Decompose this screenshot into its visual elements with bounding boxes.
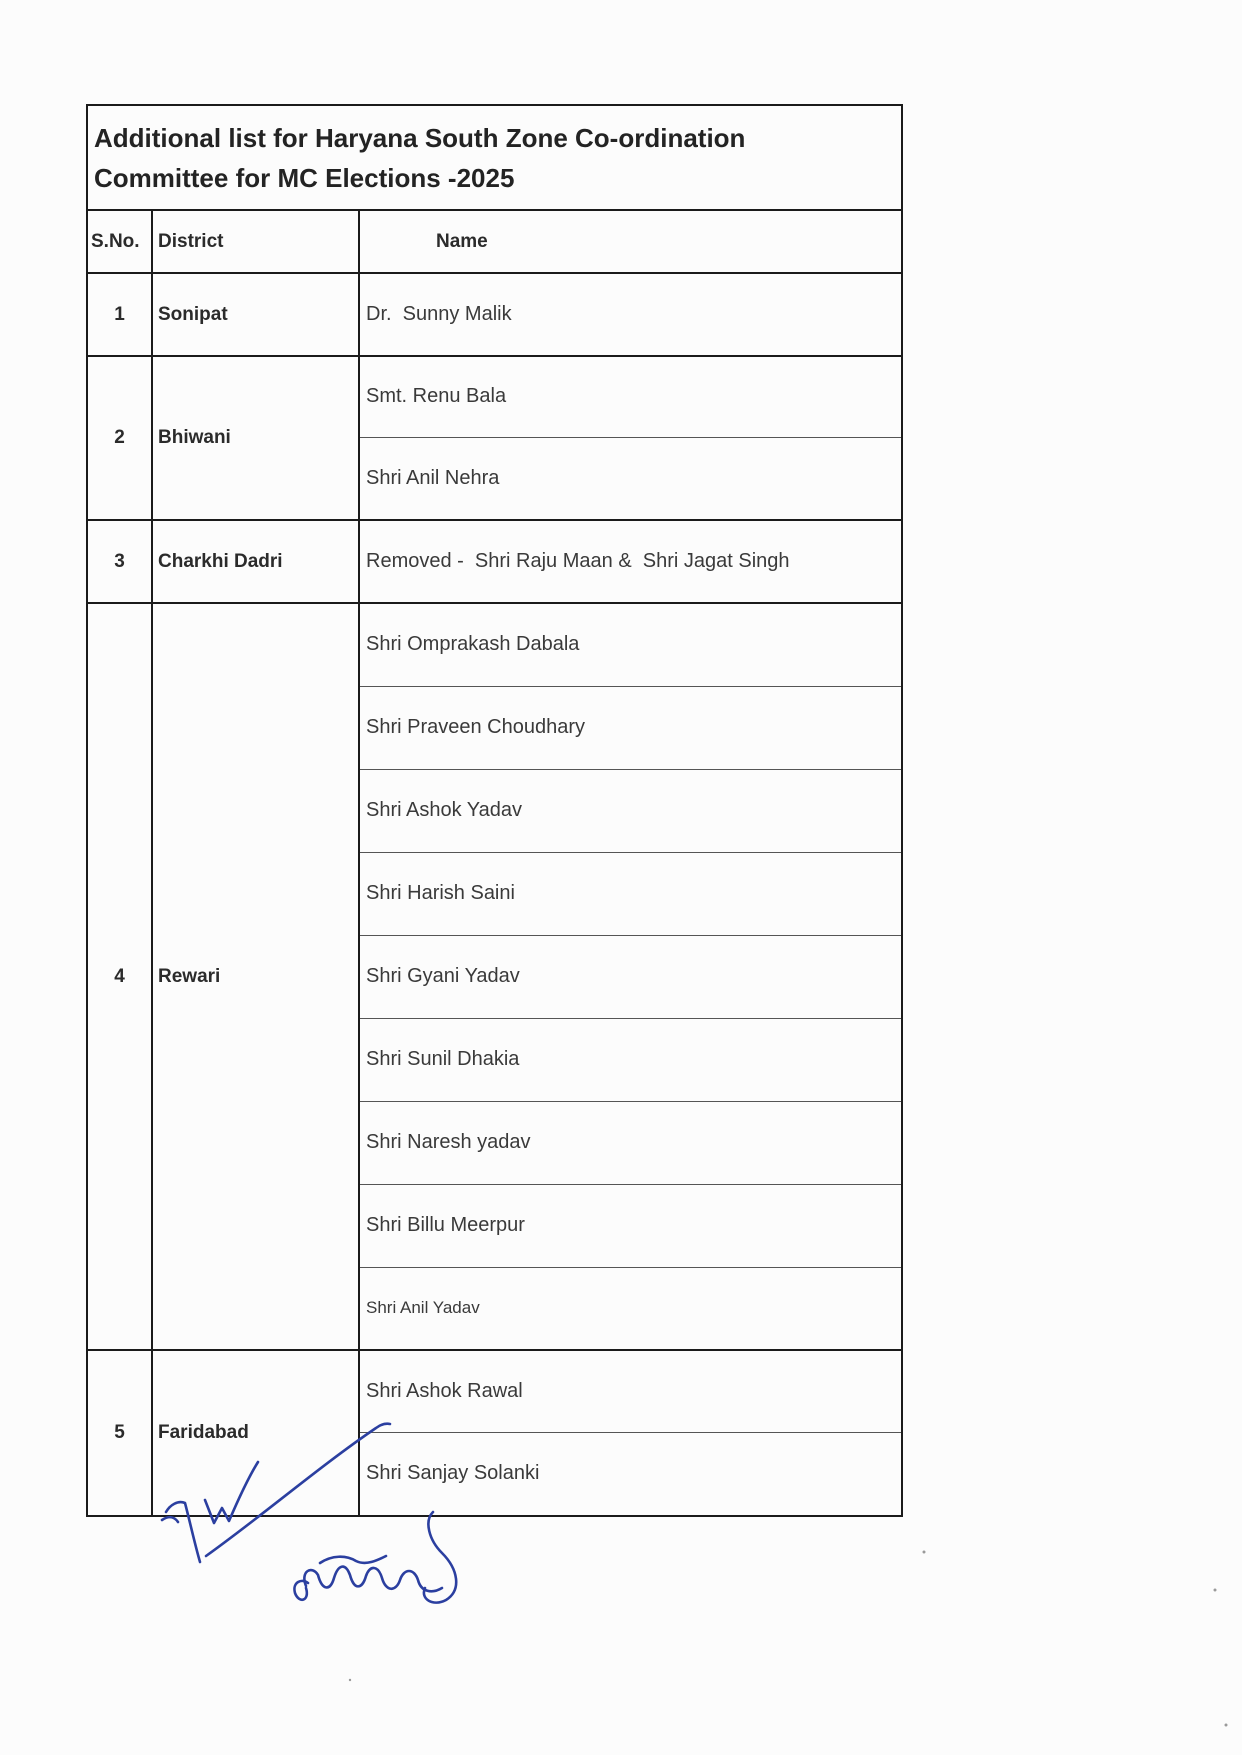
name-cell: Shri Omprakash Dabala [359, 603, 902, 686]
name-cell: Shri Naresh yadav [359, 1101, 902, 1184]
title-line-2: Committee for MC Elections -2025 [94, 162, 515, 193]
serial-number-cell: 1 [87, 273, 152, 356]
paper-speck [923, 1551, 926, 1554]
signature-stroke [304, 1567, 442, 1592]
name-cell: Shri Gyani Yadav [359, 935, 902, 1018]
district-cell: Charkhi Dadri [152, 520, 359, 603]
name-cell: Shri Ashok Rawal [359, 1350, 902, 1432]
district-cell: Rewari [152, 603, 359, 1350]
name-cell: Shri Sanjay Solanki [359, 1432, 902, 1516]
header-serial-number: S.No. [87, 210, 152, 273]
serial-number-cell: 5 [87, 1350, 152, 1516]
table-row [87, 356, 902, 437]
table-row [87, 603, 902, 686]
name-cell: Shri Billu Meerpur [359, 1184, 902, 1267]
paper-speck [1214, 1589, 1217, 1592]
name-cell: Smt. Renu Bala [359, 356, 902, 437]
district-cell: Bhiwani [152, 356, 359, 520]
name-cell: Shri Sunil Dhakia [359, 1018, 902, 1101]
header-row [87, 210, 902, 273]
name-cell: Dr. Sunny Malik [359, 273, 902, 356]
name-cell: Removed - Shri Raju Maan & Shri Jagat Singh [359, 520, 902, 603]
serial-number-cell: 2 [87, 356, 152, 520]
name-cell: Shri Anil Yadav [359, 1267, 902, 1350]
table-row [87, 520, 902, 603]
signature-stroke [424, 1512, 456, 1603]
paper-speck [1225, 1724, 1228, 1727]
district-cell: Faridabad [152, 1350, 359, 1516]
name-cell: Shri Anil Nehra [359, 437, 902, 520]
serial-number-cell: 3 [87, 520, 152, 603]
signature-stroke [320, 1556, 386, 1563]
serial-number-cell: 4 [87, 603, 152, 1350]
header-district: District [152, 210, 359, 273]
table-title [87, 105, 902, 210]
name-cell: Shri Praveen Choudhary [359, 686, 902, 769]
table-row [87, 273, 902, 356]
name-cell: Shri Ashok Yadav [359, 769, 902, 852]
name-cell: Shri Harish Saini [359, 852, 902, 935]
title-row [87, 105, 902, 210]
header-name: Name [359, 210, 902, 273]
signature-right [294, 1512, 456, 1603]
district-cell: Sonipat [152, 273, 359, 356]
paper-speck [349, 1679, 351, 1681]
signature-stroke [294, 1581, 308, 1600]
table-row [87, 1350, 902, 1432]
title-line-1: Additional list for Haryana South Zone Co-ordination [94, 122, 746, 153]
committee-list-table [86, 104, 903, 1517]
signature-stroke [162, 1517, 178, 1522]
